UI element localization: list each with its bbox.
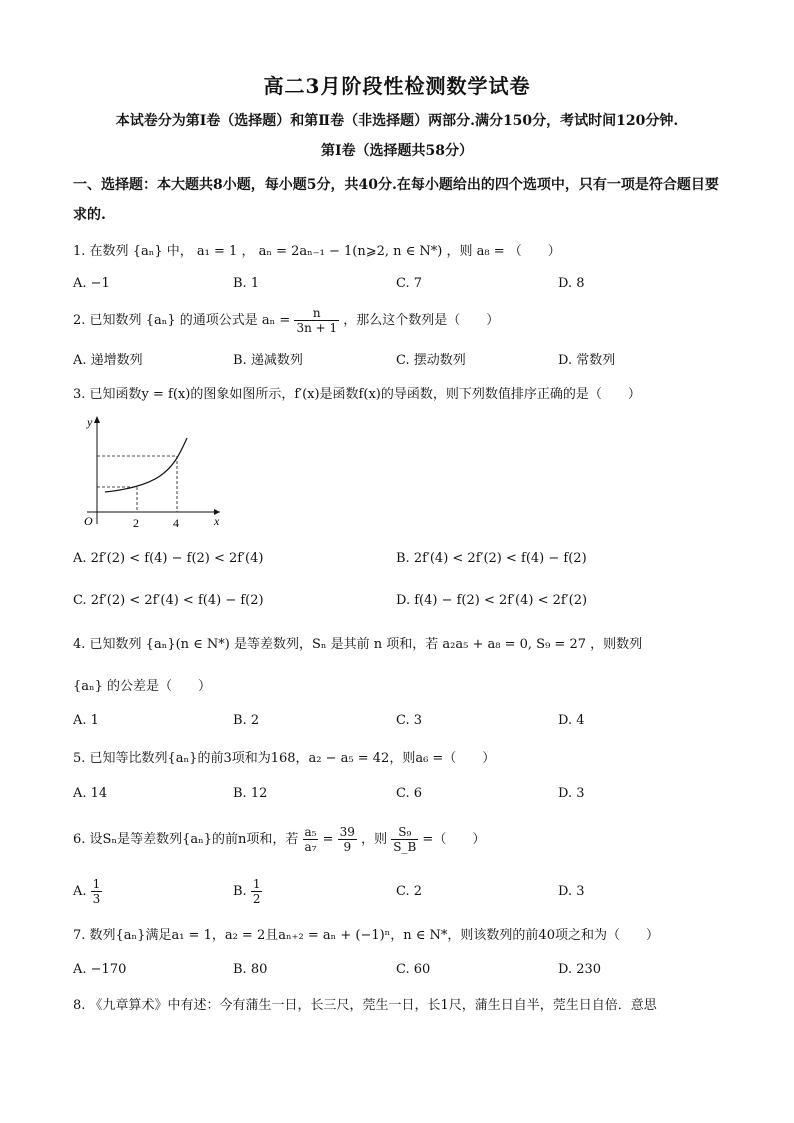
q6-option-a-fraction (91, 877, 103, 906)
tick-label-4: 4 (173, 516, 179, 530)
question-7: 7. 数列{aₙ}满足a₁ = 1，a₂ = 2且aₙ₊₂ = aₙ + (−1)ⁿ，n ∈ N*，则该数列的前40项之和为（ ） (73, 928, 659, 943)
q5-options (73, 786, 723, 806)
q6-frac2-den: 9 (343, 840, 352, 854)
q6-option-c[interactable]: C. 2 (396, 884, 423, 899)
exam-title: 高二3月阶段性检测数学试卷 (263, 74, 531, 98)
q6-stem-a: 6. 设Sₙ是等差数列{aₙ}的前n项和，若 (73, 832, 299, 847)
q3-option-a[interactable]: A. 2f′(2) < f(4) − f(2) < 2f′(4) (73, 551, 264, 566)
q7-option-c[interactable]: C. 60 (396, 962, 431, 977)
q2-seq: {aₙ} (145, 313, 176, 328)
q2-option-a[interactable]: A. 递增数列 (73, 353, 143, 368)
q1-option-a[interactable]: A. −1 (73, 276, 110, 291)
q4-options (73, 713, 723, 733)
q4-option-c[interactable]: C. 3 (396, 713, 423, 728)
x-axis-label: x (214, 514, 220, 528)
q6-option-a-num: 1 (92, 877, 101, 891)
q6-frac3-num: S₉ (391, 825, 418, 840)
q4-option-d[interactable]: D. 4 (558, 713, 585, 728)
q3-option-c[interactable]: C. 2f′(2) < 2f′(4) < f(4) − f(2) (73, 593, 264, 608)
q4-option-b[interactable]: B. 2 (233, 713, 260, 728)
q2-option-d[interactable]: D. 常数列 (558, 353, 616, 368)
y-axis-arrow (94, 416, 100, 423)
q2-option-b[interactable]: B. 递减数列 (233, 353, 303, 368)
q6-frac1-num: a₅ (304, 825, 317, 839)
q2-stem-a: 2. 已知数列 (73, 313, 142, 328)
question-2 (73, 306, 723, 336)
q6-option-a[interactable] (73, 874, 102, 910)
q2-fraction-den: 3n + 1 (296, 321, 338, 335)
q6-equals: = (322, 832, 334, 847)
q1-options (73, 276, 723, 296)
question-1 (73, 242, 723, 262)
q5-option-a[interactable]: A. 14 (73, 786, 108, 801)
q6-stem-b: ，则 (361, 832, 388, 847)
exam-intro: 本试卷分为第Ⅰ卷（选择题）和第Ⅱ卷（非选择题）两部分.满分150分，考试时间120分钟. (115, 113, 679, 129)
q6-option-a-label: A. (73, 884, 87, 899)
origin-label: O (84, 514, 93, 528)
q5-option-b[interactable]: B. 12 (233, 786, 268, 801)
q6-fraction-a5-a7 (303, 825, 319, 854)
question-4-line1: 4. 已知数列 {aₙ}(n ∈ N*) 是等差数列，Sₙ 是其前 n 项和，若 a₂a₅ + a₈ = 0, S₉ = 27 ，则数列 (73, 637, 643, 652)
q1-option-b[interactable]: B. 1 (233, 276, 260, 291)
q2-stem-c: ，那么这个数列是（ ） (343, 313, 500, 328)
q1-a1: a₁ = 1 (196, 244, 238, 259)
q6-frac1-den: a₇ (304, 840, 317, 854)
q6-option-b-num: 1 (252, 877, 261, 891)
function-graph (75, 412, 225, 532)
q3-option-d[interactable]: D. f(4) − f(2) < 2f′(4) < 2f′(2) (396, 593, 588, 608)
q1-recurrence: aₙ = 2aₙ₋₁ − 1(n⩾2, n ∈ N*) (258, 244, 443, 259)
q1-option-d[interactable]: D. 8 (558, 276, 585, 291)
q5-option-c[interactable]: C. 6 (396, 786, 423, 801)
question-3: 3. 已知函数y = f(x)的图象如图所示，f′(x)是函数f(x)的导函数，则下列数值排序正确的是（ ） (73, 387, 641, 402)
q6-option-a-den: 3 (92, 892, 101, 906)
q1-option-c[interactable]: C. 7 (396, 276, 423, 291)
q1-stem-d: ，则 (446, 244, 473, 259)
q6-options (73, 874, 723, 910)
q1-a8: a₈ = (476, 244, 505, 259)
section-one-heading: 一、选择题：本大题共8小题，每小题5分，共40分.在每小题给出的四个选项中，只有一项是符合题目要求的. (73, 177, 719, 223)
question-6 (73, 822, 723, 858)
q3-option-b[interactable]: B. 2f′(4) < 2f′(2) < f(4) − f(2) (396, 551, 587, 566)
question-8: 8. 《九章算术》中有述：今有蒲生一日，长三尺，莞生一日，长1尺，蒲生日自半，莞生日自倍．意思 (73, 998, 657, 1013)
q6-option-b-den: 2 (252, 892, 261, 906)
q2-options (73, 349, 723, 369)
q6-option-b-fraction (251, 877, 263, 906)
q7-options (73, 962, 723, 982)
q1-stem-b: 中， (166, 244, 193, 259)
part-one-heading: 第Ⅰ卷（选择题共58分） (320, 143, 474, 159)
question-4-line2: {aₙ} 的公差是（ ） (73, 679, 212, 694)
question-5: 5. 已知等比数列{aₙ}的前3项和为168，a₂ − a₅ = 42，则a₆ =（ ） (73, 751, 496, 766)
q2-fraction (294, 306, 339, 335)
q3-options-row1 (73, 551, 723, 571)
q1-seq: {aₙ} (132, 244, 163, 259)
q7-option-a[interactable]: A. −170 (73, 962, 127, 977)
function-curve (105, 438, 187, 492)
q5-option-d[interactable]: D. 3 (558, 786, 585, 801)
q6-fraction-39-9 (338, 825, 357, 854)
q7-option-d[interactable]: D. 230 (558, 962, 602, 977)
q3-options-row2 (73, 593, 723, 613)
q1-stem-e: （ ） (508, 244, 561, 259)
q2-fraction-num: n (294, 306, 339, 321)
q6-option-b-label: B. (233, 884, 247, 899)
q6-option-d[interactable]: D. 3 (558, 884, 585, 899)
q6-frac3-den: S_B (393, 840, 417, 854)
q2-lhs: aₙ = (261, 313, 295, 328)
q6-frac2-num: 39 (339, 825, 355, 839)
tick-label-2: 2 (133, 516, 139, 530)
q2-option-c[interactable]: C. 摆动数列 (396, 353, 466, 368)
q6-stem-c: =（ ） (422, 832, 486, 847)
q7-option-b[interactable]: B. 80 (233, 962, 268, 977)
q1-stem-a: 1. 在数列 (73, 244, 129, 259)
q4-option-a[interactable]: A. 1 (73, 713, 99, 728)
q6-fraction-s9-s (391, 825, 418, 854)
q2-stem-b: 的通项公式是 (179, 313, 258, 328)
y-axis-label: y (87, 415, 93, 429)
q1-stem-c: ， (241, 244, 255, 259)
q6-option-b[interactable] (233, 874, 262, 910)
